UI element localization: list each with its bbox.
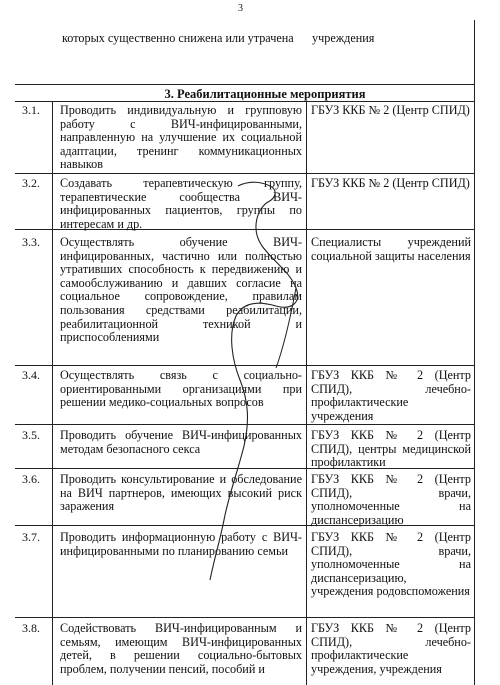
table-border: [474, 20, 475, 685]
row-number: 3.6.: [22, 472, 40, 486]
row-action: Создавать терапевтическую группу, терапевтические сообщества ВИЧ-инфицированных пациентов, группы по интересам и др.: [60, 177, 302, 231]
row-action: Проводить консультирование и обследование на ВИЧ партнеров, имеющих высокий риск заражения: [60, 473, 302, 514]
row-executor: ГБУЗ ККБ № 2 (Центр СПИД), врачи, уполномоченные на диспансеризацию: [311, 473, 471, 527]
table-border: [15, 365, 475, 366]
row-executor: ГБУЗ ККБ № 2 (Центр СПИД): [311, 177, 470, 190]
section-title: 3. Реабилитационные мероприятия: [164, 87, 366, 101]
row-executor: ГБУЗ ККБ № 2 (Центр СПИД), врачи, уполномоченные на диспансеризацию, учреждения родовспоможения: [311, 531, 471, 599]
row-executor: ГБУЗ ККБ № 2 (Центр СПИД), лечебно-профилактические учреждения: [311, 369, 471, 423]
table-border: [15, 101, 475, 102]
row-action: Проводить информационную работу с ВИЧ-инфицированными по планированию семьи: [60, 531, 302, 558]
row-number: 3.3.: [22, 235, 40, 249]
table-border: [52, 101, 53, 685]
row-action: Проводить индивидуальную и групповую работу с ВИЧ-инфицированными, направленную на улучшение их социальной адаптации, тренинг коммуникационных навыков: [60, 104, 302, 172]
row-number: 3.7.: [22, 530, 40, 544]
table-border: [15, 617, 475, 618]
table-border: [15, 424, 475, 425]
row-number: 3.8.: [22, 621, 40, 635]
row-action: Содействовать ВИЧ-инфицированным и семьям, имеющим ВИЧ-инфицированных детей, в решении социально-бытовых проблем, получении пенсий, пособий и: [60, 622, 302, 676]
row-executor: ГБУЗ ККБ № 2 (Центр СПИД), центры медицинской профилактики: [311, 429, 471, 470]
table-border: [15, 84, 475, 85]
row-number: 3.4.: [22, 368, 40, 382]
table-border: [15, 173, 475, 174]
page-mark: 3: [238, 3, 243, 14]
row-action: Осуществлять обучение ВИЧ-инфицированных, частично или полностью утративших способность к передвижению и самообслуживанию и давших согласие на социальное сопровождение, правилам пользования средствами реабилитации, реабилитационной техникой и приспособлениями: [60, 236, 302, 345]
intro-text-right: учреждения: [312, 32, 375, 45]
row-number: 3.1.: [22, 103, 40, 117]
row-executor: Специалисты учреждений социальной защиты населения: [311, 236, 471, 263]
row-number: 3.5.: [22, 428, 40, 442]
row-action: Осуществлять связь с социально-ориентированными организациями при решении медико-социальных вопросов: [60, 369, 302, 410]
row-executor: ГБУЗ ККБ № 2 (Центр СПИД): [311, 104, 470, 117]
intro-text-left: которых существенно снижена или утрачена: [62, 32, 294, 45]
row-executor: ГБУЗ ККБ № 2 (Центр СПИД), лечебно-профилактические учреждения, учреждения: [311, 622, 471, 676]
row-action: Проводить обучение ВИЧ-инфицированных методам безопасного секса: [60, 429, 302, 456]
row-number: 3.2.: [22, 176, 40, 190]
table-border: [306, 101, 307, 685]
